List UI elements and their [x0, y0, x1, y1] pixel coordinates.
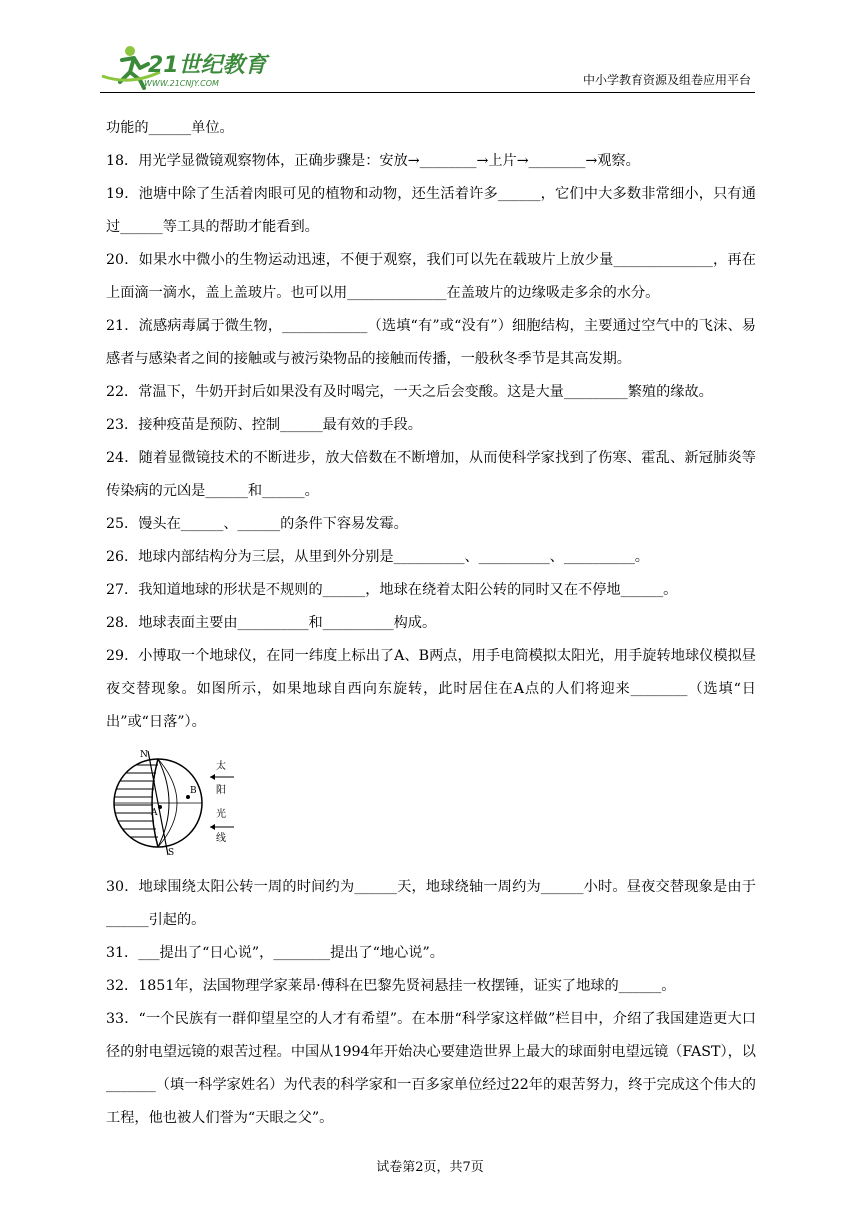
question-item: 31．___提出了“日心说”，________提出了“地心说”。	[106, 945, 444, 961]
page-footer: 试卷第2页，共7页	[376, 1160, 484, 1175]
question-item: 32．1851年，法国物理学家莱昂·傅科在巴黎先贤祠悬挂一枚摆锤，证实了地球的______。	[106, 978, 676, 994]
logo-21cnjy	[100, 42, 320, 90]
question-item: 29．小博取一个地球仪，在同一纬度上标出了A、B两点，用手电筒模拟太阳光，用手旋转地球仪模拟昼夜交替现象。如图所示，如果地球自西向东旋转，此时居住在A点的人们将迎来________（选填“日出”或“日落”）。	[106, 648, 756, 730]
question-item: 22．常温下，牛奶开封后如果没有及时喝完，一天之后会变酸。这是大量_________繁殖的缘故。	[106, 384, 713, 400]
question-item: 20．如果水中微小的生物运动迅速，不便于观察，我们可以先在载玻片上放少量______________，再在上面滴一滴水，盖上盖玻片。也可以用______________在盖玻片的边缘吸走多余的水分。	[106, 252, 756, 301]
question-item: 19．池塘中除了生活着肉眼可见的植物和动物，还生活着许多______，它们中大多数非常细小，只有通过______等工具的帮助才能看到。	[106, 186, 756, 235]
question-list	[106, 112, 756, 1135]
point-a-label: A	[151, 808, 158, 818]
logo-text: 21世纪教育	[148, 53, 267, 78]
question-item: 27．我知道地球的形状是不规则的______，地球在绕着太阳公转的同时又在不停地______。	[106, 582, 678, 598]
south-label: S	[168, 848, 175, 857]
point-a	[158, 805, 162, 809]
north-label: N	[140, 750, 148, 760]
platform-label: 中小学教育资源及组卷应用平台	[582, 73, 751, 87]
question-item: 26．地球内部结构分为三层，从里到外分别是__________、__________、__________。	[106, 549, 649, 565]
sunlight-label-3: 光	[216, 809, 226, 820]
question-item: 33．“一个民族有一群仰望星空的人才有希望”。在本册“科学家这样做”栏目中，介绍了我国建造更大口径的射电望远镜的艰苦过程。中国从1994年开始决心要建造世界上最大的球面射电望远镜（FAST），以_______（填一科学家姓名）为代表的科学家和一百多家单位经过22年的艰苦努力，终于完成这个伟大的工程，他也被人们誉为“天眼之父”。	[106, 1011, 756, 1126]
globe-sunlight-figure	[106, 747, 246, 857]
question-item: 18．用光学显微镜观察物体，正确步骤是：安放→________→上片→________→观察。	[106, 153, 640, 169]
question-item: 23．接种疫苗是预防、控制______最有效的手段。	[106, 417, 422, 433]
question-item: 24．随着显微镜技术的不断进步，放大倍数在不断增加，从而使科学家找到了伤寒、霍乱、新冠肺炎等传染病的元凶是______和______。	[106, 450, 756, 499]
sunlight-label-1: 太	[216, 761, 226, 772]
question-item: 21．流感病毒属于微生物，____________（选填“有”或“没有”）细胞结构，主要通过空气中的飞沫、易感者与感染者之间的接触或与被污染物品的接触而传播，一般秋冬季节是其高发期。	[106, 318, 756, 367]
sunlight-label-4: 线	[216, 833, 226, 844]
page-header	[100, 40, 755, 93]
question-item: 功能的______单位。	[106, 120, 234, 136]
logo-figure-head-icon	[125, 46, 135, 56]
question-item: 30．地球围绕太阳公转一周的时间约为______天，地球绕轴一周约为______小时。昼夜交替现象是由于______引起的。	[106, 879, 756, 928]
question-item: 25．馒头在______、______的条件下容易发霉。	[106, 516, 408, 532]
point-b-label: B	[190, 786, 197, 796]
question-item: 28．地球表面主要由__________和__________构成。	[106, 615, 437, 631]
logo-url: WWW.21CNJY.COM	[144, 79, 219, 88]
sunlight-label-2: 阳	[216, 785, 226, 796]
